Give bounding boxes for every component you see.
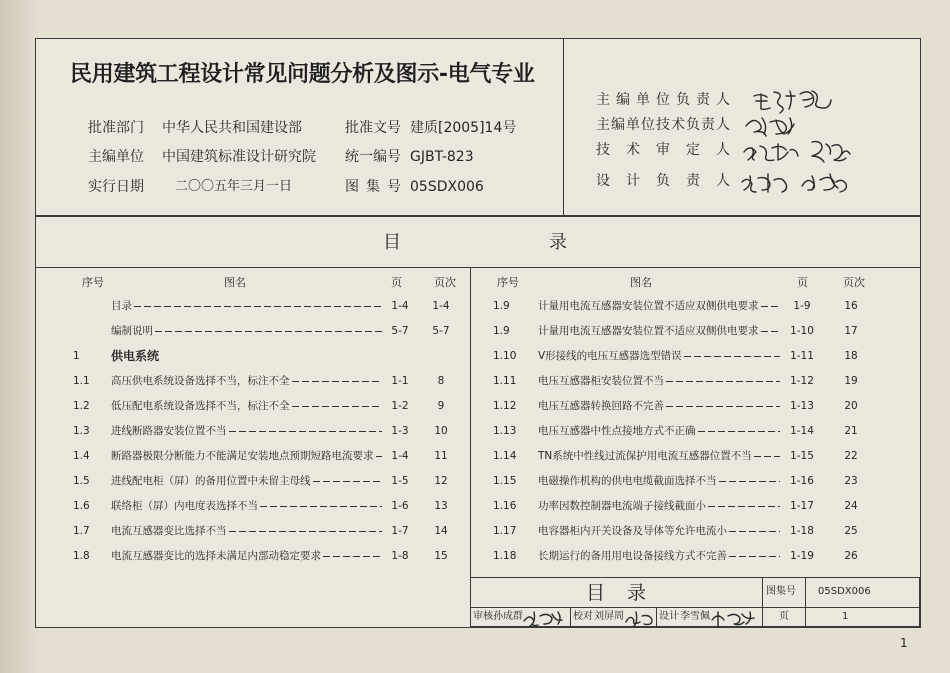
- unified-number-label: 统一编号: [345, 149, 401, 165]
- entry-page: 1-10: [790, 325, 814, 337]
- entry-title: 功率因数控制器电流端子接线截面小: [538, 500, 706, 512]
- entry-sequence: 15: [434, 550, 448, 562]
- entry-sequence: 26: [844, 550, 858, 562]
- dash-leader: [698, 431, 781, 432]
- editor-unit-label: 主编单位: [88, 149, 144, 165]
- entry-title: TN系统中性线过流保护用电流互感器位置不当: [538, 450, 752, 462]
- entry-sequence: 14: [434, 525, 448, 537]
- entry-number: 1.15: [493, 475, 517, 487]
- toc-entry: [493, 471, 880, 491]
- dash-leader: [376, 456, 383, 457]
- entry-sequence: 23: [844, 475, 858, 487]
- title-block-rule: [470, 607, 920, 608]
- entry-sequence: 10: [434, 425, 448, 437]
- entry-sequence: 12: [434, 475, 448, 487]
- toc-entry: [493, 371, 880, 391]
- col-header-number: 序号: [497, 276, 519, 289]
- title-block-divider: [570, 607, 571, 627]
- toc-heading-char-1: 目: [383, 232, 401, 253]
- atlas-number-value: 05SDX006: [410, 179, 484, 195]
- entry-title: 电流互感器变比选择不当: [111, 525, 227, 537]
- toc-entry: [493, 321, 880, 341]
- entry-page: 1-4: [391, 450, 409, 462]
- entry-title: 电磁操作机构的供电电缆截面选择不当: [538, 475, 717, 487]
- col-header-sequence: 页次: [434, 276, 456, 289]
- toc-entry: [493, 346, 880, 366]
- entry-title: 电压互感器中性点接地方式不正确: [538, 425, 696, 437]
- approval-doc-value: 建质[2005]14号: [410, 120, 517, 136]
- dash-leader: [313, 481, 383, 482]
- toc-entry: [493, 421, 880, 441]
- entry-page: 1-13: [790, 400, 814, 412]
- checker-name: 刘屏周: [594, 611, 624, 622]
- dash-leader: [323, 556, 382, 557]
- toc-top-rule: [35, 267, 921, 268]
- entry-title: 联络柜（屏）内电度表选择不当: [111, 500, 258, 512]
- header-divider-horizontal: [35, 215, 921, 217]
- header-divider-vertical: [563, 38, 564, 215]
- entry-title: 长期运行的备用用电设备接线方式不完善: [538, 550, 727, 562]
- dash-leader: [229, 531, 383, 532]
- entry-title: 编制说明: [111, 325, 153, 337]
- toc-heading-char-2: 录: [549, 232, 567, 253]
- entry-sequence: 17: [844, 325, 858, 337]
- entry-page: 1-16: [790, 475, 814, 487]
- entry-sequence: 18: [844, 350, 858, 362]
- dash-leader: [729, 531, 780, 532]
- entry-page: 1-14: [790, 425, 814, 437]
- designer-name: 李雪佩: [680, 611, 710, 622]
- entry-number: 1.1: [73, 375, 90, 387]
- title-block-divider: [762, 577, 763, 627]
- atlas-number-label: 图集号: [345, 179, 401, 195]
- scan-shadow: [0, 0, 40, 673]
- entry-number: 1.9: [493, 325, 510, 337]
- entry-sequence: 22: [844, 450, 858, 462]
- entry-sequence: 9: [437, 400, 445, 412]
- entry-sequence: 13: [434, 500, 448, 512]
- entry-number: 1.7: [73, 525, 90, 537]
- entry-title: 计量用电流互感器安装位置不适应双侧供电要求: [538, 300, 759, 312]
- entry-page: 1-17: [790, 500, 814, 512]
- dash-leader: [666, 381, 780, 382]
- entry-title: 进线配电柜（屏）的备用位置中未留主母线: [111, 475, 311, 487]
- toc-section-heading: [73, 346, 466, 366]
- entry-title: 供电系统: [111, 349, 160, 363]
- toc-entry: [493, 521, 880, 541]
- entry-number: 1: [73, 350, 80, 362]
- entry-sequence: 21: [844, 425, 858, 437]
- entry-sequence: 8: [437, 375, 445, 387]
- toc-entry: [73, 321, 466, 341]
- entry-title: 低压配电系统设备选择不当，标注不全: [111, 400, 290, 412]
- entry-title: 电压互感器转换回路不完善: [538, 400, 664, 412]
- toc-entry: [73, 371, 466, 391]
- role-chief-unit-head: 主编单位负责人: [596, 92, 730, 108]
- entry-title: 断路器极限分断能力不能满足安装地点预期短路电流要求: [111, 450, 374, 462]
- approval-doc-label: 批准文号: [345, 120, 401, 136]
- entry-page: 1-3: [391, 425, 409, 437]
- entry-number: 1.9: [493, 300, 510, 312]
- review-label: 审核: [473, 611, 493, 622]
- entry-sequence: 19: [844, 375, 858, 387]
- check-label: 校对: [573, 611, 593, 622]
- entry-sequence: 5-7: [432, 325, 450, 337]
- entry-page: 1-15: [790, 450, 814, 462]
- entry-title: 计量用电流互感器安装位置不适应双侧供电要求: [538, 325, 759, 337]
- dash-leader: [754, 456, 780, 457]
- dash-leader: [708, 506, 780, 507]
- entry-sequence: 25: [844, 525, 858, 537]
- page-label: 页: [779, 611, 789, 622]
- entry-number: 1.11: [493, 375, 517, 387]
- toc-entry: [73, 471, 466, 491]
- col-header-number: 序号: [82, 276, 104, 289]
- entry-title: 高压供电系统设备选择不当，标注不全: [111, 375, 290, 387]
- toc-entry: [493, 496, 880, 516]
- toc-entry: [73, 421, 466, 441]
- entry-page: 1-2: [391, 400, 409, 412]
- atlas-number: 05SDX006: [818, 586, 871, 597]
- entry-sequence: 11: [434, 450, 448, 462]
- entry-page: 1-8: [391, 550, 409, 562]
- entry-title: 进线断路器安装位置不当: [111, 425, 227, 437]
- toc-entry: [493, 296, 880, 316]
- entry-sequence: 1-4: [432, 300, 450, 312]
- dash-leader: [260, 506, 382, 507]
- entry-title: 电流互感器变比的选择未满足内部动稳定要求: [111, 550, 321, 562]
- approval-dept-label: 批准部门: [88, 120, 144, 136]
- dash-leader: [761, 306, 781, 307]
- page-number: 1: [900, 636, 908, 650]
- toc-entry: [73, 521, 466, 541]
- entry-sequence: 16: [844, 300, 858, 312]
- entry-title: 电容器柜内开关设备及导体等允许电流小: [538, 525, 727, 537]
- entry-number: 1.10: [493, 350, 517, 362]
- entry-page: 1-18: [790, 525, 814, 537]
- dash-leader: [719, 481, 781, 482]
- entry-page: 1-4: [391, 300, 409, 312]
- toc-entry: [493, 396, 880, 416]
- entry-number: 1.5: [73, 475, 90, 487]
- title-block-name: 目录: [585, 582, 668, 604]
- toc-entry: [73, 396, 466, 416]
- col-header-title: 图名: [224, 276, 246, 289]
- toc-entry: [73, 496, 466, 516]
- entry-page: 1-5: [391, 475, 409, 487]
- dash-leader: [229, 431, 383, 432]
- toc-entry: [73, 446, 466, 466]
- role-design-head: 设计负责人: [596, 173, 730, 189]
- toc-entry: [73, 546, 466, 566]
- dash-leader: [684, 356, 780, 357]
- entry-page: 1-12: [790, 375, 814, 387]
- dash-leader: [761, 331, 781, 332]
- entry-number: 1.14: [493, 450, 517, 462]
- entry-page: 1-6: [391, 500, 409, 512]
- dash-leader: [155, 331, 382, 332]
- dash-leader: [134, 306, 382, 307]
- toc-column-divider: [470, 267, 471, 577]
- entry-page: 1-19: [790, 550, 814, 562]
- dash-leader: [292, 406, 383, 407]
- entry-title: 目录: [111, 300, 132, 312]
- title-block-divider: [656, 607, 657, 627]
- unified-number-value: GJBT-823: [410, 149, 474, 165]
- entry-number: 1.4: [73, 450, 90, 462]
- dash-leader: [292, 381, 383, 382]
- entry-number: 1.8: [73, 550, 90, 562]
- entry-page: 1-11: [790, 350, 814, 362]
- entry-sequence: 24: [844, 500, 858, 512]
- entry-number: 1.18: [493, 550, 517, 562]
- entry-number: 1.2: [73, 400, 90, 412]
- entry-number: 1.6: [73, 500, 90, 512]
- col-header-page: 页: [391, 276, 402, 289]
- toc-entry: [73, 296, 466, 316]
- editor-unit-value: 中国建筑标准设计研究院: [162, 149, 316, 165]
- col-header-page: 页: [797, 276, 808, 289]
- dash-leader: [666, 406, 780, 407]
- entry-page: 1-1: [391, 375, 409, 387]
- atlas-label: 图集号: [766, 586, 796, 597]
- approval-dept-value: 中华人民共和国建设部: [162, 120, 302, 136]
- entry-title: 电压互感器柜安装位置不当: [538, 375, 664, 387]
- col-header-title: 图名: [630, 276, 652, 289]
- title-block-divider: [805, 577, 806, 627]
- page-value: 1: [842, 611, 849, 622]
- document-title: 民用建筑工程设计常见问题分析及图示-电气专业: [70, 62, 535, 87]
- entry-number: 1.16: [493, 500, 517, 512]
- col-header-sequence: 页次: [843, 276, 865, 289]
- role-chief-technical-head: 主编单位技术负责人: [596, 117, 730, 133]
- toc-entry: [493, 546, 880, 566]
- design-label: 设计: [659, 611, 679, 622]
- entry-page: 1-7: [391, 525, 409, 537]
- dash-leader: [729, 556, 780, 557]
- entry-page: 5-7: [391, 325, 409, 337]
- entry-number: 1.3: [73, 425, 90, 437]
- toc-entry: [493, 446, 880, 466]
- role-technical-reviewer: 技术审定人: [596, 142, 730, 158]
- entry-number: 1.17: [493, 525, 517, 537]
- entry-number: 1.13: [493, 425, 517, 437]
- reviewer-name: 孙成群: [493, 611, 523, 622]
- entry-page: 1-9: [793, 300, 811, 312]
- entry-sequence: 20: [844, 400, 858, 412]
- effective-date-label: 实行日期: [88, 179, 144, 195]
- entry-number: 1.12: [493, 400, 517, 412]
- entry-title: V形接线的电压互感器选型错误: [538, 350, 682, 362]
- effective-date-value: 二〇〇五年三月一日: [175, 179, 293, 194]
